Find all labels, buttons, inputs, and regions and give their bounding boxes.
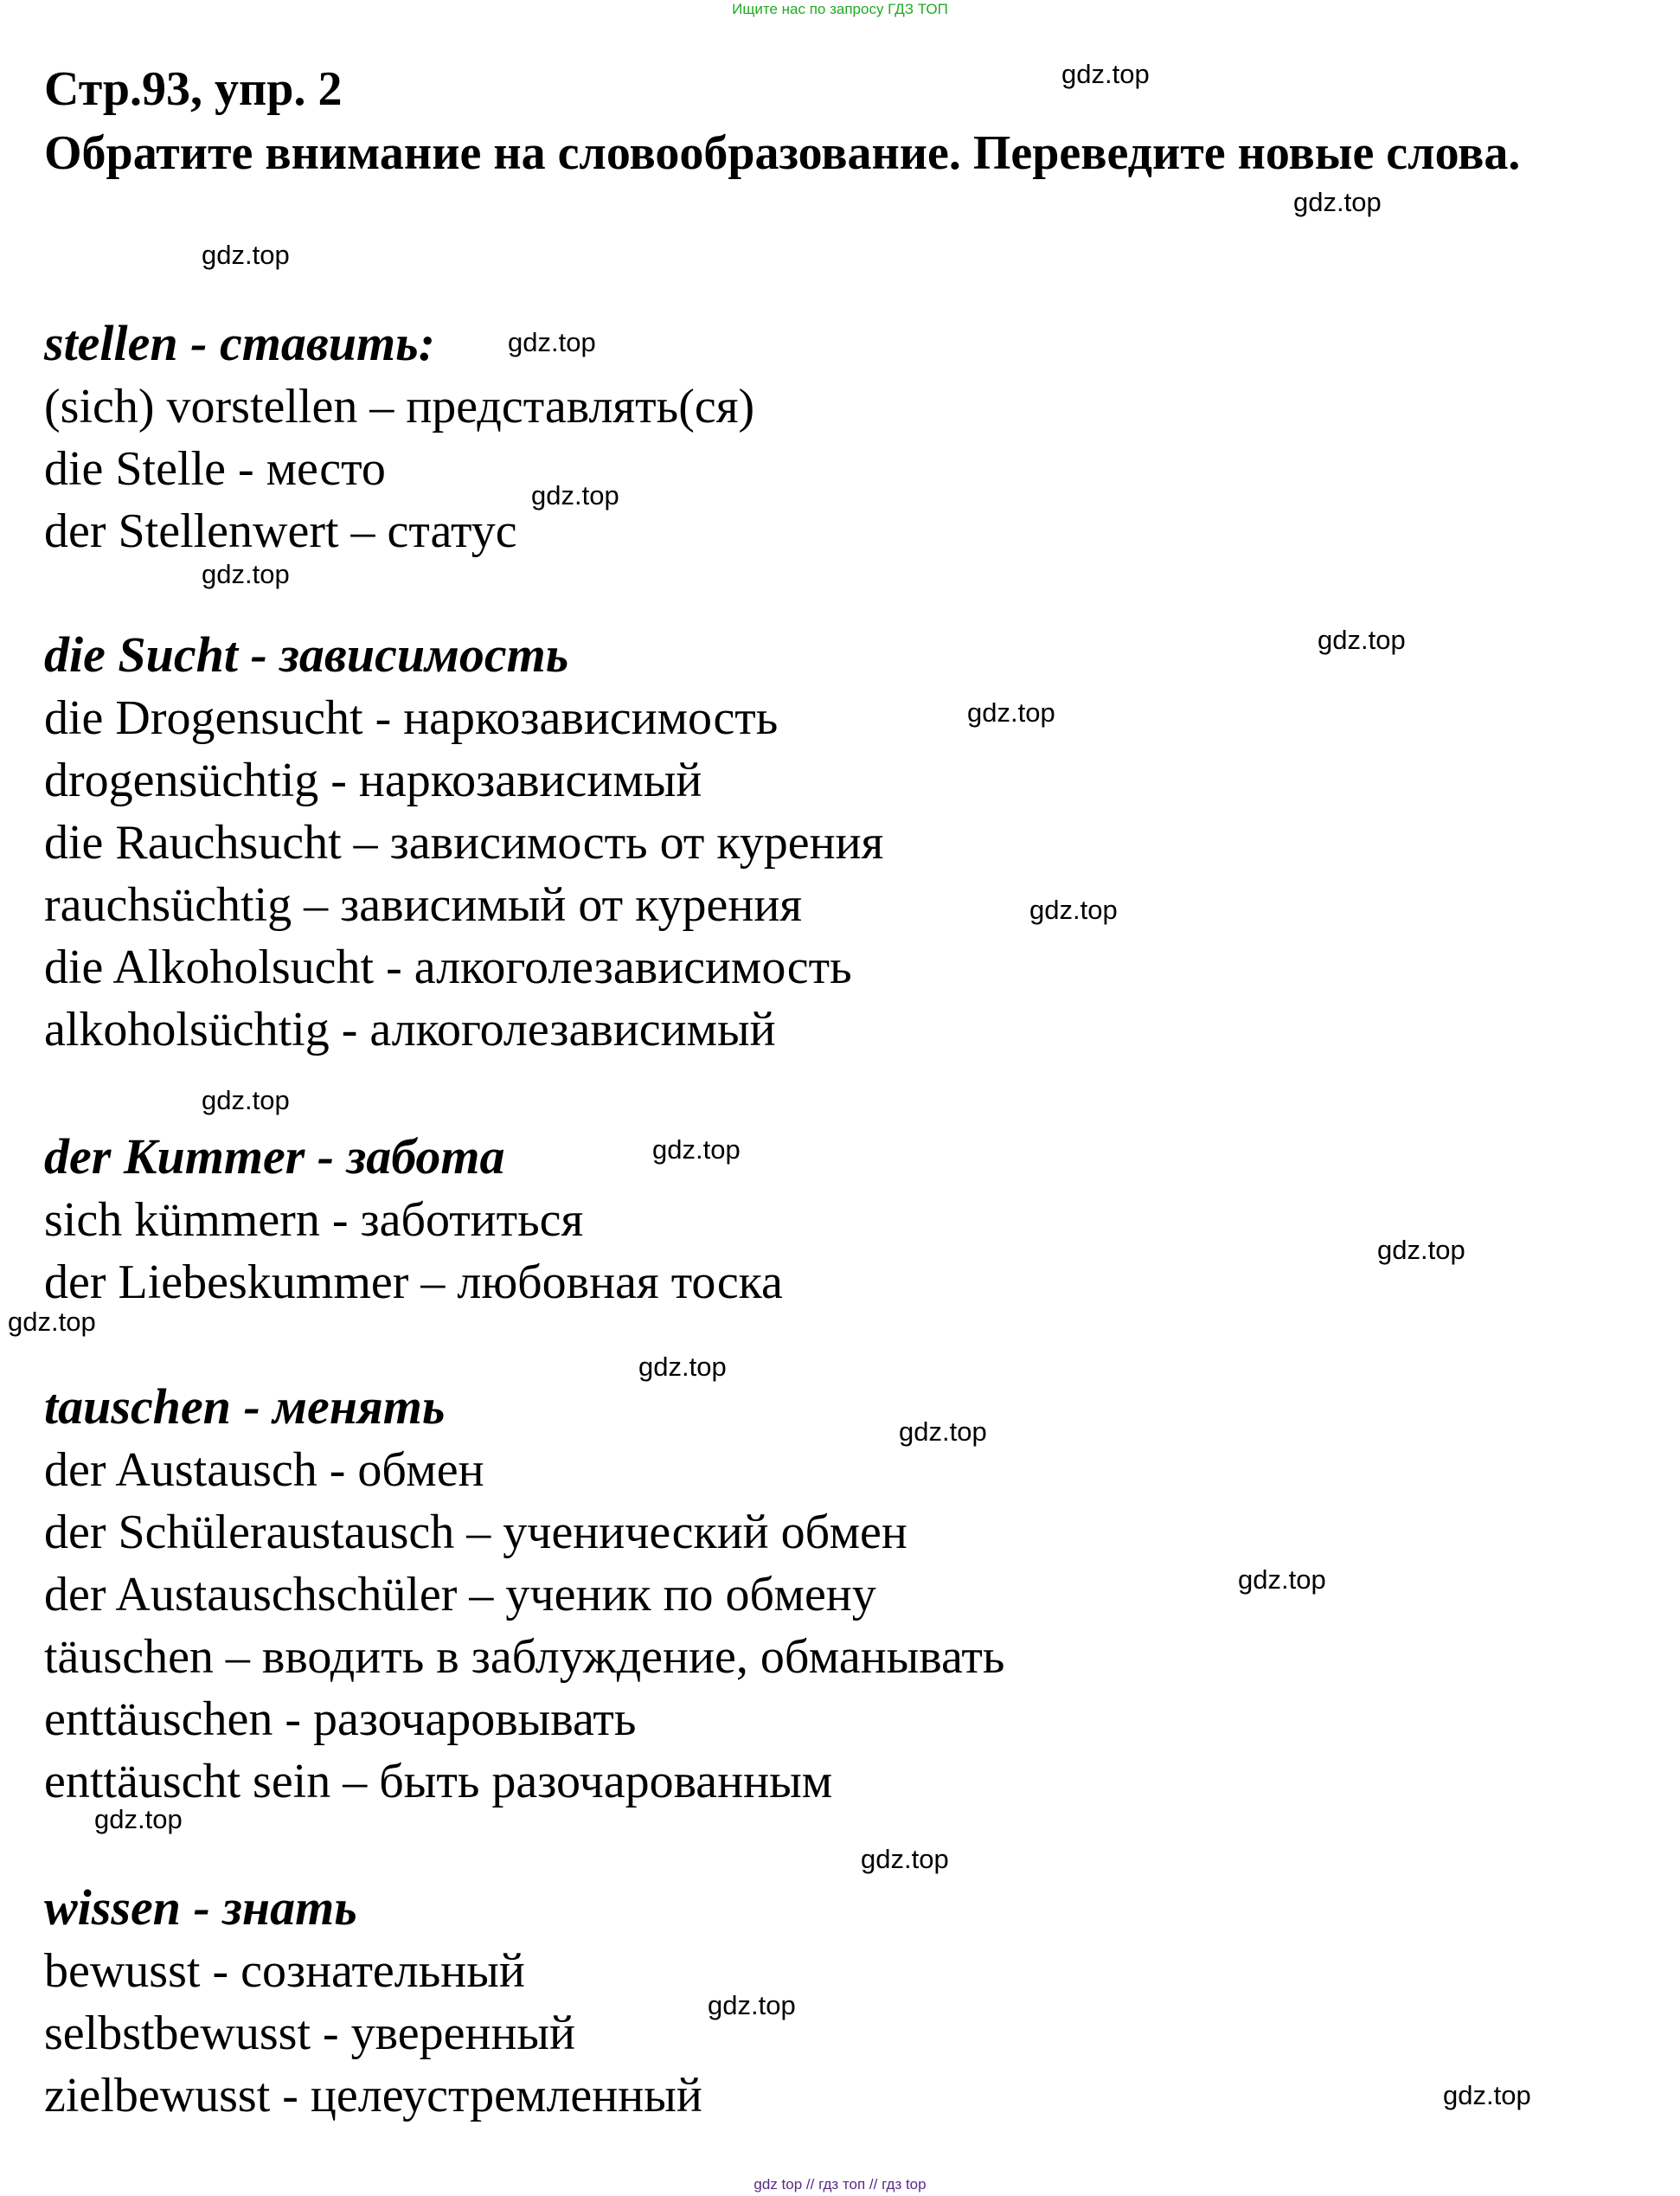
watermark: gdz.top bbox=[531, 480, 619, 510]
vocab-entry: enttäuscht sein – быть разочарованным bbox=[44, 1755, 833, 1808]
watermark: gdz.top bbox=[1238, 1564, 1326, 1595]
watermark: gdz.top bbox=[508, 327, 596, 357]
vocab-entry: sich kümmern - заботиться bbox=[44, 1193, 584, 1247]
vocab-entry: drogensüchtig - наркозависимый bbox=[44, 754, 702, 807]
vocab-entry: selbstbewusst - уверенный bbox=[44, 2007, 576, 2060]
vocab-entry: der Austauschschüler – ученик по обмену bbox=[44, 1568, 876, 1621]
top-banner: Ищите нас по запросу ГДЗ ТОП bbox=[732, 1, 948, 17]
watermark: gdz.top bbox=[899, 1416, 987, 1447]
watermark: gdz.top bbox=[652, 1134, 741, 1165]
vocab-entry: die Alkoholsucht - алкоголезависимость bbox=[44, 941, 852, 994]
watermark: gdz.top bbox=[638, 1352, 727, 1382]
section-heading: stellen - ставить: bbox=[44, 315, 435, 371]
word-family-section bbox=[44, 1876, 702, 2127]
watermark: gdz.top bbox=[1318, 625, 1406, 655]
section-heading: tauschen - менять bbox=[44, 1378, 446, 1435]
watermark: gdz.top bbox=[94, 1804, 183, 1834]
watermark: gdz.top bbox=[967, 697, 1055, 728]
vocab-entry: die Stelle - место bbox=[44, 442, 386, 496]
vocab-entry: (sich) vorstellen – представлять(ся) bbox=[44, 380, 755, 433]
section-heading: die Sucht - зависимость bbox=[44, 626, 569, 683]
watermark: gdz.top bbox=[861, 1844, 949, 1874]
watermark: gdz.top bbox=[202, 240, 290, 270]
vocab-entry: zielbewusst - целеустремленный bbox=[44, 2069, 702, 2122]
watermark: gdz.top bbox=[8, 1307, 96, 1337]
vocab-entry: der Stellenwert – статус bbox=[44, 504, 517, 558]
word-family-section bbox=[44, 311, 754, 562]
watermark: gdz.top bbox=[708, 1990, 796, 2020]
exercise-title: Стр.93, упр. 2 bbox=[44, 62, 343, 116]
watermark: gdz.top bbox=[1029, 895, 1118, 925]
vocab-entry: die Rauchsucht – зависимость от курения bbox=[44, 816, 884, 870]
footer-watermark: gdz top // гдз топ // гдз top bbox=[753, 2176, 927, 2193]
word-family-section bbox=[44, 1375, 1004, 1813]
vocab-entry: bewusst - сознательный bbox=[44, 1944, 525, 1998]
vocab-entry: rauchsüchtig – зависимый от курения bbox=[44, 878, 803, 932]
watermark: gdz.top bbox=[202, 559, 290, 589]
watermark: gdz.top bbox=[1377, 1235, 1465, 1265]
section-heading: wissen - знать bbox=[44, 1879, 357, 1936]
exercise-instruction: Обратите внимание на словообразование. Переведите новые слова. bbox=[44, 126, 1521, 180]
vocab-entry: der Austausch - обмен bbox=[44, 1443, 484, 1497]
vocab-entry: der Schüleraustausch – ученический обмен bbox=[44, 1506, 907, 1559]
word-family-section bbox=[44, 623, 883, 1061]
vocab-entry: der Liebeskummer – любовная тоска bbox=[44, 1255, 783, 1309]
watermark: gdz.top bbox=[1443, 2080, 1531, 2110]
vocab-entry: täuschen – вводить в заблуждение, обманывать bbox=[44, 1630, 1005, 1684]
vocab-entry: enttäuschen - разочаровывать bbox=[44, 1692, 637, 1746]
watermark: gdz.top bbox=[1293, 187, 1382, 217]
watermark: gdz.top bbox=[202, 1085, 290, 1115]
vocab-entry: die Drogensucht - наркозависимость bbox=[44, 691, 779, 745]
section-heading: der Kummer - забота bbox=[44, 1128, 505, 1185]
watermark: gdz.top bbox=[1061, 59, 1150, 89]
vocab-entry: alkoholsüchtig - алкоголезависимый bbox=[44, 1003, 776, 1056]
